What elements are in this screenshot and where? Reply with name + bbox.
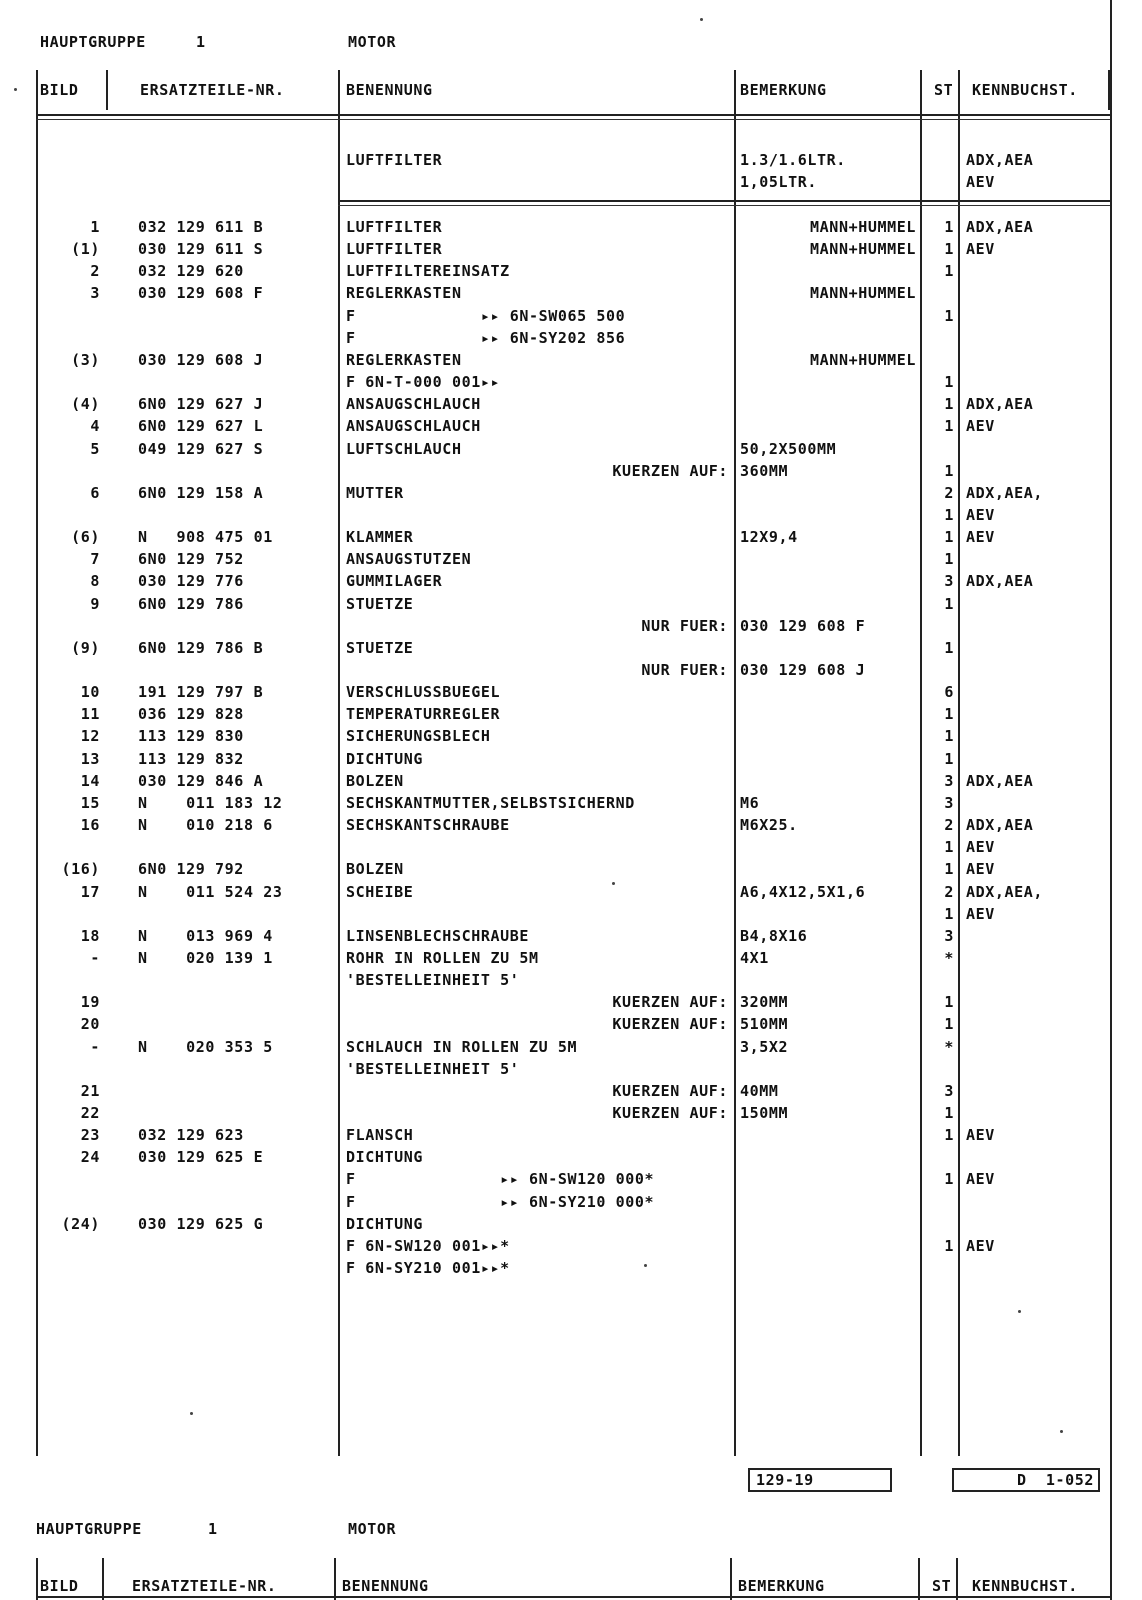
row-name: DICHTUNG (346, 750, 424, 768)
row-name: KUERZEN AUF: (612, 462, 728, 480)
row-name: ANSAUGSTUTZEN (346, 550, 472, 568)
row-bild: (24) (61, 1215, 100, 1233)
row-name: F 6N-SW120 001▸▸* (346, 1237, 510, 1255)
row-name: REGLERKASTEN (346, 351, 462, 369)
row-code: ADX,AEA (966, 816, 1034, 834)
row-remark: 3,5X2 (740, 1038, 789, 1056)
row-qty: 1 (944, 528, 954, 546)
row-remark: 4X1 (740, 949, 769, 967)
row-code: AEV (966, 528, 995, 546)
row-bild: (16) (61, 860, 100, 878)
row-code: AEV (966, 1170, 995, 1188)
row-bild: 13 (80, 750, 100, 768)
row-code: AEV (966, 860, 995, 878)
scan-speck (14, 88, 17, 91)
row-bild: 11 (80, 705, 100, 723)
row-name: DICHTUNG (346, 1148, 424, 1166)
row-remark: M6X25. (740, 816, 798, 834)
row-part-number: N 010 218 6 (138, 816, 273, 834)
row-part-number: 030 129 625 G (138, 1215, 264, 1233)
row-part-number: 032 129 623 (138, 1126, 244, 1144)
row-name: BOLZEN (346, 772, 404, 790)
row-remark: A6,4X12,5X1,6 (740, 883, 866, 901)
row-part-number: 6N0 129 627 L (138, 417, 264, 435)
row-qty: 1 (944, 1015, 954, 1033)
row-bild: 15 (80, 794, 100, 812)
row-qty: 1 (944, 373, 954, 391)
section-code-2: AEV (966, 173, 995, 191)
row-qty: 2 (944, 484, 954, 502)
row-bild: 21 (80, 1082, 100, 1100)
row-part-number: 113 129 830 (138, 727, 244, 745)
section-code-1: ADX,AEA (966, 151, 1034, 169)
row-code: AEV (966, 1237, 995, 1255)
row-code: AEV (966, 1126, 995, 1144)
row-bild: 12 (80, 727, 100, 745)
col-header-part-number-2: ERSATZTEILE-NR. (132, 1577, 277, 1595)
row-code: ADX,AEA, (966, 484, 1044, 502)
col-header-name: BENENNUNG (346, 81, 433, 99)
row-qty: 2 (944, 883, 954, 901)
row-part-number: 032 129 620 (138, 262, 244, 280)
row-bild: 17 (80, 883, 100, 901)
row-part-number: 036 129 828 (138, 705, 244, 723)
document-reference-box: D 1-052 (952, 1468, 1100, 1492)
row-part-number: 6N0 129 786 (138, 595, 244, 613)
row-remark: MANN+HUMMEL (810, 218, 916, 236)
row-qty: 1 (944, 218, 954, 236)
row-code: ADX,AEA (966, 572, 1034, 590)
rule-part (338, 70, 340, 1456)
row-part-number: N 020 139 1 (138, 949, 273, 967)
row-remark: 40MM (740, 1082, 779, 1100)
row-bild: 18 (80, 927, 100, 945)
row-part-number: 030 129 846 A (138, 772, 264, 790)
row-remark: 12X9,4 (740, 528, 798, 546)
row-part-number: N 908 475 01 (138, 528, 273, 546)
row-bild: 7 (90, 550, 100, 568)
col-header-bild: BILD (40, 81, 79, 99)
row-name: LUFTFILTER (346, 218, 443, 236)
row-bild: 20 (80, 1015, 100, 1033)
row-code: AEV (966, 506, 995, 524)
row-code: AEV (966, 240, 995, 258)
col-header-code: KENNBUCHST. (972, 81, 1078, 99)
row-name: F 6N-T-000 001▸▸ (346, 373, 501, 391)
row-name: NUR FUER: (641, 617, 728, 635)
row-qty: 1 (944, 462, 954, 480)
row-qty: 3 (944, 794, 954, 812)
row-name: ANSAUGSCHLAUCH (346, 395, 481, 413)
row-name: KUERZEN AUF: (612, 1015, 728, 1033)
row-remark: MANN+HUMMEL (810, 351, 916, 369)
row-part-number: 049 129 627 S (138, 440, 264, 458)
page-reference-box: 129-19 (748, 1468, 892, 1492)
rule-qty (958, 70, 960, 1456)
row-name: F ▸▸ 6N-SY202 856 (346, 329, 626, 347)
row-bild: 19 (80, 993, 100, 1011)
rule-name (734, 70, 736, 1456)
row-bild: 1 (90, 218, 100, 236)
row-qty: 1 (944, 1237, 954, 1255)
row-qty: 1 (944, 550, 954, 568)
row-bild: 4 (90, 417, 100, 435)
row-code: ADX,AEA (966, 772, 1034, 790)
row-name: GUMMILAGER (346, 572, 443, 590)
row-bild: 6 (90, 484, 100, 502)
row-name: STUETZE (346, 595, 414, 613)
row-part-number: 6N0 129 792 (138, 860, 244, 878)
row-name: F ▸▸ 6N-SW065 500 (346, 307, 626, 325)
row-bild: 14 (80, 772, 100, 790)
row-part-number: 032 129 611 B (138, 218, 264, 236)
row-qty: 3 (944, 572, 954, 590)
row-name: MUTTER (346, 484, 404, 502)
rule-bild (106, 70, 108, 110)
row-bild: - (90, 1038, 100, 1056)
row-qty: 2 (944, 816, 954, 834)
row-bild: 10 (80, 683, 100, 701)
row-remark: 150MM (740, 1104, 789, 1122)
col-header-qty-2: ST (932, 1577, 952, 1595)
row-qty: 3 (944, 927, 954, 945)
row-qty: 3 (944, 772, 954, 790)
row-part-number: 6N0 129 158 A (138, 484, 264, 502)
row-name: KUERZEN AUF: (612, 1104, 728, 1122)
row-qty: 1 (944, 905, 954, 923)
section-remark-2: 1,05LTR. (740, 173, 818, 191)
section-rule-bottom (338, 205, 1110, 206)
row-name: LUFTFILTEREINSATZ (346, 262, 510, 280)
header-rule-bottom (36, 119, 1110, 120)
row-qty: 1 (944, 240, 954, 258)
row-bild: (9) (71, 639, 100, 657)
row-part-number: 030 129 625 E (138, 1148, 264, 1166)
row-bild: 24 (80, 1148, 100, 1166)
row-remark: MANN+HUMMEL (810, 284, 916, 302)
row-qty: 1 (944, 1104, 954, 1122)
row-qty: 1 (944, 705, 954, 723)
row-name: 'BESTELLEINHEIT 5' (346, 971, 520, 989)
row-name: F ▸▸ 6N-SY210 000* (346, 1193, 655, 1211)
row-name: ANSAUGSCHLAUCH (346, 417, 481, 435)
scan-speck (1018, 1310, 1021, 1313)
row-qty: 1 (944, 838, 954, 856)
row-qty: 3 (944, 1082, 954, 1100)
row-bild: 16 (80, 816, 100, 834)
row-bild: 8 (90, 572, 100, 590)
row-name: VERSCHLUSSBUEGEL (346, 683, 501, 701)
section-rule-top (338, 200, 1110, 202)
section-name: LUFTFILTER (346, 151, 443, 169)
row-part-number: 6N0 129 786 B (138, 639, 264, 657)
row-remark: B4,8X16 (740, 927, 808, 945)
row-qty: 1 (944, 307, 954, 325)
row-code: ADX,AEA (966, 395, 1034, 413)
scan-speck (644, 1264, 647, 1267)
col-header-remark-2: BEMERKUNG (738, 1577, 825, 1595)
group-label-2: HAUPTGRUPPE (36, 1520, 142, 1538)
scan-speck (700, 18, 703, 21)
rule-part-2 (334, 1558, 336, 1600)
rule-left (36, 70, 38, 1456)
row-part-number: N 013 969 4 (138, 927, 273, 945)
row-qty: 1 (944, 595, 954, 613)
row-qty: 6 (944, 683, 954, 701)
row-code: AEV (966, 838, 995, 856)
row-code: ADX,AEA, (966, 883, 1044, 901)
rule-remark (920, 70, 922, 1456)
group-title: MOTOR (348, 33, 397, 51)
header-rule-top (36, 114, 1110, 116)
row-remark: 50,2X500MM (740, 440, 837, 458)
row-part-number: 030 129 776 (138, 572, 244, 590)
row-qty: 1 (944, 1126, 954, 1144)
row-code: AEV (966, 905, 995, 923)
row-bild: 3 (90, 284, 100, 302)
row-name: F ▸▸ 6N-SW120 000* (346, 1170, 655, 1188)
row-name: LINSENBLECHSCHRAUBE (346, 927, 529, 945)
col-header-name-2: BENENNUNG (342, 1577, 429, 1595)
section-remark-1: 1.3/1.6LTR. (740, 151, 846, 169)
row-name: ROHR IN ROLLEN ZU 5M (346, 949, 539, 967)
group-label: HAUPTGRUPPE (40, 33, 146, 51)
rule-bild-2 (102, 1558, 104, 1600)
rule-remark-2 (918, 1558, 920, 1600)
col-header-code-2: KENNBUCHST. (972, 1577, 1078, 1595)
row-remark: 320MM (740, 993, 789, 1011)
row-name: KLAMMER (346, 528, 414, 546)
row-bild: 22 (80, 1104, 100, 1122)
row-qty: 1 (944, 262, 954, 280)
row-bild: 2 (90, 262, 100, 280)
row-name: REGLERKASTEN (346, 284, 462, 302)
row-name: KUERZEN AUF: (612, 1082, 728, 1100)
row-remark: 510MM (740, 1015, 789, 1033)
row-name: NUR FUER: (641, 661, 728, 679)
row-part-number: 191 129 797 B (138, 683, 264, 701)
row-name: F 6N-SY210 001▸▸* (346, 1259, 510, 1277)
row-qty: 1 (944, 750, 954, 768)
row-bild: 23 (80, 1126, 100, 1144)
scan-speck (1060, 1430, 1063, 1433)
rule-left-2 (36, 1558, 38, 1600)
row-name: SICHERUNGSBLECH (346, 727, 491, 745)
row-name: SCHLAUCH IN ROLLEN ZU 5M (346, 1038, 578, 1056)
row-qty: 1 (944, 727, 954, 745)
row-name: SECHSKANTSCHRAUBE (346, 816, 510, 834)
row-qty: 1 (944, 639, 954, 657)
row-part-number: 030 129 608 J (138, 351, 264, 369)
group-number: 1 (196, 33, 206, 51)
group-number-2: 1 (208, 1520, 218, 1538)
row-bild: - (90, 949, 100, 967)
row-part-number: N 011 524 23 (138, 883, 283, 901)
row-bild: (1) (71, 240, 100, 258)
row-qty: 1 (944, 993, 954, 1011)
row-name: DICHTUNG (346, 1215, 424, 1233)
row-part-number: N 020 353 5 (138, 1038, 273, 1056)
row-name: TEMPERATURREGLER (346, 705, 501, 723)
row-name: LUFTFILTER (346, 240, 443, 258)
row-part-number: 030 129 608 F (138, 284, 264, 302)
row-part-number: 113 129 832 (138, 750, 244, 768)
row-bild: (4) (71, 395, 100, 413)
row-qty: * (944, 1038, 954, 1056)
row-name: 'BESTELLEINHEIT 5' (346, 1060, 520, 1078)
page-right-edge (1110, 0, 1112, 1600)
row-qty: 1 (944, 506, 954, 524)
scan-speck (190, 1412, 193, 1415)
rule-name-2 (730, 1558, 732, 1600)
row-remark: 030 129 608 F (740, 617, 866, 635)
row-name: FLANSCH (346, 1126, 414, 1144)
row-name: SCHEIBE (346, 883, 414, 901)
row-code: ADX,AEA (966, 218, 1034, 236)
row-qty: 1 (944, 860, 954, 878)
row-name: KUERZEN AUF: (612, 993, 728, 1011)
row-part-number: N 011 183 12 (138, 794, 283, 812)
row-remark: MANN+HUMMEL (810, 240, 916, 258)
row-qty: * (944, 949, 954, 967)
header-rule-top-2 (36, 1596, 1110, 1598)
row-part-number: 6N0 129 752 (138, 550, 244, 568)
row-code: AEV (966, 417, 995, 435)
row-qty: 1 (944, 395, 954, 413)
col-header-part-number: ERSATZTEILE-NR. (140, 81, 285, 99)
row-part-number: 6N0 129 627 J (138, 395, 264, 413)
row-qty: 1 (944, 417, 954, 435)
row-name: STUETZE (346, 639, 414, 657)
row-bild: 5 (90, 440, 100, 458)
col-header-remark: BEMERKUNG (740, 81, 827, 99)
row-qty: 1 (944, 1170, 954, 1188)
row-remark: M6 (740, 794, 760, 812)
row-name: LUFTSCHLAUCH (346, 440, 462, 458)
row-bild: (3) (71, 351, 100, 369)
col-header-bild-2: BILD (40, 1577, 79, 1595)
col-header-qty: ST (934, 81, 954, 99)
row-remark: 360MM (740, 462, 789, 480)
group-title-2: MOTOR (348, 1520, 397, 1538)
rule-qty-2 (956, 1558, 958, 1600)
row-remark: 030 129 608 J (740, 661, 866, 679)
row-bild: 9 (90, 595, 100, 613)
row-name: BOLZEN (346, 860, 404, 878)
row-part-number: 030 129 611 S (138, 240, 264, 258)
row-bild: (6) (71, 528, 100, 546)
row-name: SECHSKANTMUTTER,SELBSTSICHERND (346, 794, 635, 812)
scan-speck (612, 882, 615, 885)
